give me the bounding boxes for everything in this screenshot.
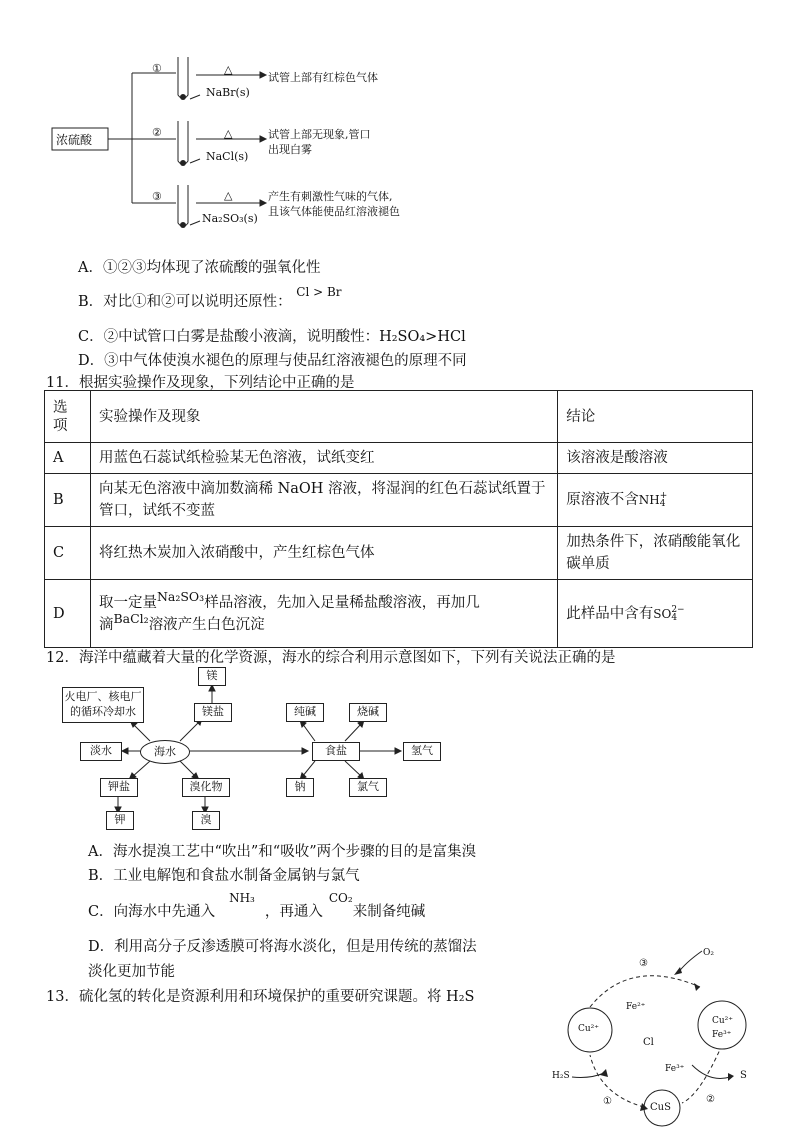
row-conclusion: 加热条件下，浓硝酸能氧化碳单质 xyxy=(558,527,753,580)
row3-result-l2: 且该气体能使品红溶液褪色 xyxy=(268,205,400,218)
header-option: 选项 xyxy=(45,391,91,443)
table-row xyxy=(45,443,753,474)
node-salt: 食盐 xyxy=(312,742,360,761)
row-option: B xyxy=(45,474,91,527)
row2-delta: △ xyxy=(224,127,233,140)
table-row xyxy=(45,474,753,527)
cycle-s: S xyxy=(740,1070,747,1081)
node-h2: 氢气 xyxy=(403,742,441,761)
row2-solid: NaCl(s) xyxy=(206,150,249,163)
table-header-row xyxy=(45,391,753,443)
row-operation: 取一定量Na₂SO₃样品溶液，先加入足量稀盐酸溶液，再加几 滴BaCl₂溶液产生白色沉淀 xyxy=(90,580,557,648)
formula-nh3: NH₃ xyxy=(229,891,255,905)
cycle-cu2-right: Cu²⁺ xyxy=(712,1016,734,1026)
q12-option-d-line2: 淡化更加节能 xyxy=(88,964,175,980)
row3-solid: Na₂SO₃(s) xyxy=(202,212,258,225)
row1-solid: NaBr(s) xyxy=(206,86,250,99)
cycle-step-3: ③ xyxy=(639,958,648,969)
formula-co2: CO₂ xyxy=(328,891,353,905)
row-option: D xyxy=(45,580,91,648)
cycle-fe3-right: Fe³⁺ xyxy=(712,1030,732,1040)
node-soda: 纯碱 xyxy=(286,703,324,722)
node-plant-water: 火电厂、核电厂 的循环冷却水 xyxy=(62,687,144,723)
node-caustic: 烧碱 xyxy=(349,703,387,722)
row-conclusion: 此样品中含有SO2− 4 xyxy=(558,580,753,648)
q12-option-b: B．工业电解饱和食盐水制备金属钠与氯气 xyxy=(88,868,360,884)
q10-option-b-text: B．对比①和②可以说明还原性： xyxy=(78,294,292,310)
q12-option-a: A．海水提溴工艺中“吹出”和“吸收”两个步骤的目的是富集溴 xyxy=(88,844,477,860)
node-k-salt: 钾盐 xyxy=(100,778,138,797)
q12-option-d-line1: D．利用高分子反渗透膜可将海水淡化，但是用传统的蒸馏法 xyxy=(88,939,477,955)
row2-num: ② xyxy=(152,126,162,139)
cycle-fe3-mid: Fe³⁺ xyxy=(665,1064,685,1074)
q10-option-d: D．③中气体使溴水褪色的原理与使品红溶液褪色的原理不同 xyxy=(78,353,467,369)
q10-option-a: A．①②③均体现了浓硫酸的强氧化性 xyxy=(78,260,321,276)
q11-table xyxy=(44,390,753,648)
q10-option-b xyxy=(78,285,342,311)
node-br: 溴 xyxy=(192,811,220,830)
reagent-label: 浓硫酸 xyxy=(56,133,93,147)
node-cl2: 氯气 xyxy=(349,778,387,797)
cycle-step-1: ① xyxy=(603,1096,612,1107)
q10-option-c: C．②中试管口白雾是盐酸小液滴，说明酸性：H₂SO₄>HCl xyxy=(78,329,466,345)
q12-stem: 12．海洋中蕴藏着大量的化学资源，海水的综合利用示意图如下，下列有关说法正确的是 xyxy=(46,650,616,666)
row-conclusion: 该溶液是酸溶液 xyxy=(558,443,753,474)
row-operation: 用蓝色石蕊试纸检验某无色溶液，试纸变红 xyxy=(90,443,557,474)
row-operation: 向某无色溶液中滴加数滴稀 NaOH 溶液，将湿润的红色石蕊试纸置于管口，试纸不变蓝 xyxy=(90,474,557,527)
row3-num: ③ xyxy=(152,190,162,203)
row1-result: 试管上部有红棕色气体 xyxy=(268,71,378,84)
node-seawater: 海水 xyxy=(140,740,190,764)
row1-num: ① xyxy=(152,62,162,75)
node-k: 钾 xyxy=(106,811,134,830)
node-fresh-water: 淡水 xyxy=(80,742,122,761)
row3-delta: △ xyxy=(224,189,233,202)
header-operation: 实验操作及现象 xyxy=(90,391,557,443)
cycle-o2: O₂ xyxy=(703,948,714,958)
row2-result-l1: 试管上部无现象,管口 xyxy=(268,128,371,141)
node-mg-salt: 镁盐 xyxy=(194,703,232,722)
q10-option-b-formula: Cl > Br xyxy=(296,285,342,299)
table-row xyxy=(45,527,753,580)
cycle-h2s: H₂S xyxy=(552,1071,570,1081)
header-conclusion: 结论 xyxy=(558,391,753,443)
node-na: 钠 xyxy=(286,778,314,797)
row-conclusion: 原溶液不含NH+ 4 xyxy=(558,474,753,527)
q12-option-c: C．向海水中先通入$^{NH_3}$，再通入$^{CO_2}$来制备纯碱 xyxy=(88,891,426,920)
node-bromide: 溴化物 xyxy=(182,778,230,797)
cycle-cus: CuS xyxy=(650,1102,671,1113)
cycle-cu2-left: Cu²⁺ xyxy=(578,1024,600,1034)
row-option: A xyxy=(45,443,91,474)
row1-delta: △ xyxy=(224,63,233,76)
cycle-fe2-top: Fe²⁺ xyxy=(626,1002,646,1012)
cycle-cl: Cl xyxy=(643,1037,654,1048)
row3-result-l1: 产生有刺激性气味的气体, xyxy=(268,190,393,203)
q13-stem: 13．硫化氢的转化是资源利用和环境保护的重要研究课题。将 H₂S xyxy=(46,989,475,1005)
cycle-step-2: ② xyxy=(706,1094,715,1105)
row2-result-l2: 出现白雾 xyxy=(268,143,312,156)
node-mg: 镁 xyxy=(198,667,226,686)
table-row xyxy=(45,580,753,648)
row-option: C xyxy=(45,527,91,580)
q11-stem: 11．根据实验操作及现象，下列结论中正确的是 xyxy=(46,375,355,391)
row-operation: 将红热木炭加入浓硝酸中，产生红棕色气体 xyxy=(90,527,557,580)
